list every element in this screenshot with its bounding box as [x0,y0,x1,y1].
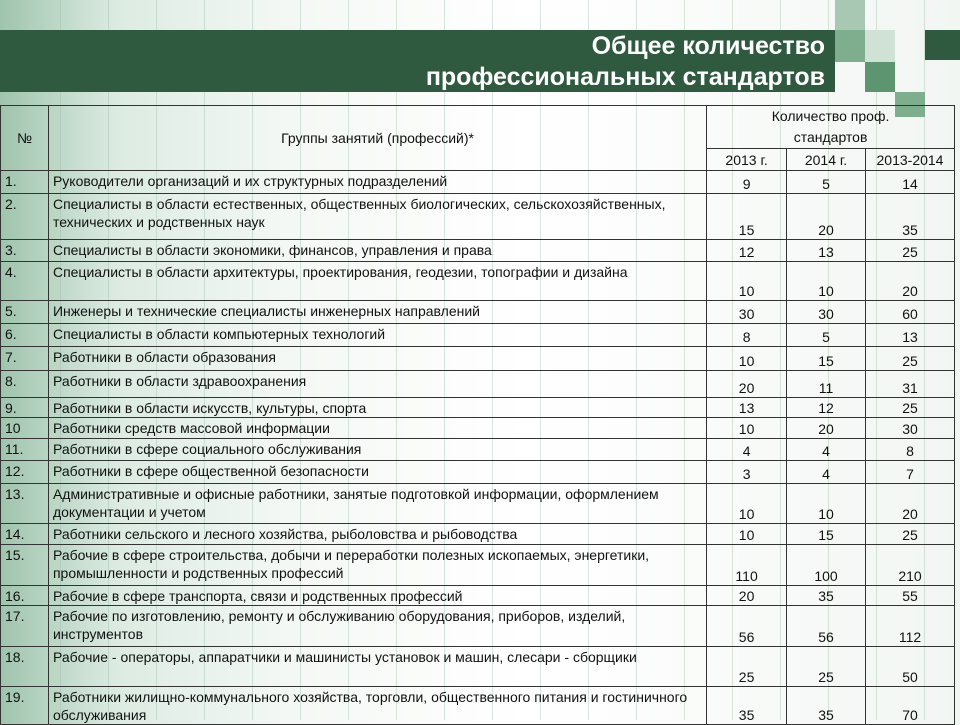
row-total: 14 [866,171,955,194]
row-2013: 8 [707,324,787,347]
row-group: Рабочие в сфере транспорта, связи и родственных профессий [48,586,706,606]
decor-square [835,0,865,30]
row-2013: 10 [707,418,787,439]
row-2013: 10 [707,262,787,301]
row-2013: 13 [707,398,787,418]
row-number: 5. [1,301,49,324]
title-line-2: профессиональных стандартов [425,63,825,91]
row-total: 20 [866,484,955,524]
table-row [1,647,955,687]
row-total: 30 [866,418,955,439]
row-2014: 20 [787,194,866,240]
table-row [1,398,955,418]
table-row [1,687,955,725]
row-total: 55 [866,586,955,606]
row-total: 20 [866,262,955,301]
row-total: 50 [866,647,955,687]
row-number: 7. [1,347,49,371]
row-group: Специалисты в области экономики, финансов, управления и права [48,240,706,262]
row-total: 210 [866,545,955,586]
row-group: Работники сельского и лесного хозяйства, рыболовства и рыбоводства [48,524,706,545]
row-group: Работники в области здравоохранения [48,371,706,398]
row-group: Руководители организаций и их структурных подразделений [48,171,706,194]
row-group: Специалисты в области естественных, общественных биологических, сельскохозяйственных, технических и родственных наук [48,194,706,240]
row-2014: 4 [787,461,866,484]
header-2013: 2013 г. [707,149,787,171]
decor-square [865,30,895,62]
header-2014: 2014 г. [787,149,866,171]
table-row [1,301,955,324]
row-2014: 20 [787,418,866,439]
row-2013: 25 [707,647,787,687]
row-total: 31 [866,371,955,398]
row-group: Инженеры и технические специалисты инженерных направлений [48,301,706,324]
header-number: № [1,106,49,171]
row-group: Административные и офисные работники, занятые подготовкой информации, оформлением документации и учетом [48,484,706,524]
table-row [1,461,955,484]
row-group: Работники в сфере общественной безопасности [48,461,706,484]
row-group: Работники средств массовой информации [48,418,706,439]
row-2014: 35 [787,687,866,725]
row-number: 8. [1,371,49,398]
row-number: 13. [1,484,49,524]
row-total: 60 [866,301,955,324]
row-group: Рабочие по изготовлению, ремонту и обслуживанию оборудования, приборов, изделий, инструментов [48,606,706,647]
page-title [426,31,825,93]
header-total: 2013-2014 [866,149,955,171]
row-total: 25 [866,524,955,545]
row-number: 9. [1,398,49,418]
row-2013: 20 [707,586,787,606]
row-number: 14. [1,524,49,545]
row-2014: 12 [787,398,866,418]
row-2013: 20 [707,371,787,398]
table-row [1,240,955,262]
row-2014: 15 [787,524,866,545]
row-2014: 5 [787,171,866,194]
table-row [1,545,955,586]
row-total: 25 [866,398,955,418]
row-number: 15. [1,545,49,586]
decor-square [835,30,865,62]
row-2013: 10 [707,484,787,524]
row-number: 19. [1,687,49,725]
row-total: 70 [866,687,955,725]
table-row [1,418,955,439]
row-total: 112 [866,606,955,647]
row-number: 16. [1,586,49,606]
row-2013: 30 [707,301,787,324]
table-row [1,194,955,240]
row-group: Рабочие - операторы, аппаратчики и машинисты установок и машин, слесари - сборщики [48,647,706,687]
header-count: Количество проф. стандартов [707,106,955,149]
row-2014: 30 [787,301,866,324]
row-total: 8 [866,439,955,461]
table-row [1,371,955,398]
row-2014: 11 [787,371,866,398]
row-2014: 15 [787,347,866,371]
table-row [1,484,955,524]
row-number: 1. [1,171,49,194]
decor-square [865,62,895,92]
row-2013: 15 [707,194,787,240]
row-2013: 10 [707,347,787,371]
row-2013: 10 [707,524,787,545]
row-number: 3. [1,240,49,262]
table-row [1,524,955,545]
row-group: Работники в сфере социального обслуживания [48,439,706,461]
standards-table [0,105,955,725]
table-row [1,586,955,606]
row-total: 25 [866,240,955,262]
row-2014: 35 [787,586,866,606]
row-group: Специалисты в области архитектуры, проектирования, геодезии, топографии и дизайна [48,262,706,301]
row-2014: 25 [787,647,866,687]
row-total: 35 [866,194,955,240]
row-2014: 56 [787,606,866,647]
row-group: Работники в области искусств, культуры, спорта [48,398,706,418]
row-total: 13 [866,324,955,347]
table-row [1,324,955,347]
row-total: 7 [866,461,955,484]
row-number: 12. [1,461,49,484]
title-line-1: Общее количество [591,32,825,60]
table-row [1,606,955,647]
row-2013: 35 [707,687,787,725]
row-number: 10 [1,418,49,439]
row-number: 17. [1,606,49,647]
row-number: 11. [1,439,49,461]
row-2013: 3 [707,461,787,484]
table-row [1,262,955,301]
row-2014: 13 [787,240,866,262]
header-groups: Группы занятий (профессий)* [48,106,706,171]
row-number: 2. [1,194,49,240]
row-total: 25 [866,347,955,371]
row-group: Работники в области образования [48,347,706,371]
row-2013: 56 [707,606,787,647]
row-group: Работники жилищно-коммунального хозяйства, торговли, общественного питания и гостиничного обслуживания [48,687,706,725]
row-2014: 100 [787,545,866,586]
row-2014: 10 [787,262,866,301]
row-2013: 12 [707,240,787,262]
row-2013: 4 [707,439,787,461]
row-group: Специалисты в области компьютерных технологий [48,324,706,347]
row-2013: 9 [707,171,787,194]
row-2014: 4 [787,439,866,461]
row-number: 6. [1,324,49,347]
table-row [1,171,955,194]
decor-square [925,30,960,60]
row-number: 4. [1,262,49,301]
table-row [1,347,955,371]
row-2013: 110 [707,545,787,586]
row-2014: 10 [787,484,866,524]
row-2014: 5 [787,324,866,347]
table-row [1,439,955,461]
row-group: Рабочие в сфере строительства, добычи и переработки полезных ископаемых, энергетики, промышленности и родственных профессий [48,545,706,586]
row-number: 18. [1,647,49,687]
